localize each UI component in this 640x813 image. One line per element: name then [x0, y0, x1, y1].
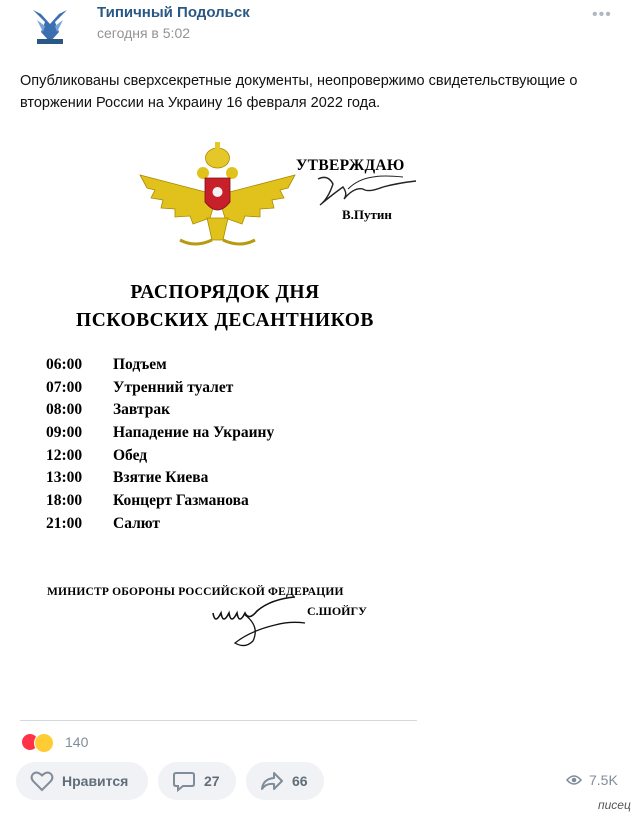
reactions-count: 140: [65, 734, 89, 750]
schedule-time: 13:00: [46, 469, 83, 487]
share-button[interactable]: [246, 762, 324, 800]
group-name-link[interactable]: Типичный Подольск: [97, 4, 250, 21]
schedule-time: 07:00: [46, 378, 83, 396]
schedule-time: 08:00: [46, 401, 83, 419]
comment-icon: [172, 770, 196, 792]
group-avatar[interactable]: [31, 6, 69, 46]
document-title-line-1: РАСПОРЯДОК ДНЯ: [130, 282, 320, 303]
laughing-emoji-icon: [34, 733, 54, 753]
minister-name: С.ШОЙГУ: [307, 604, 367, 618]
schedule-activity: Обед: [113, 446, 148, 464]
document-title-line-2: ПСКОВСКИХ ДЕСАНТНИКОВ: [76, 310, 374, 331]
schedule-time: 12:00: [46, 446, 83, 464]
shares-count: 66: [292, 773, 308, 789]
schedule-activity: Салют: [113, 514, 161, 532]
schedule-activity: Нападение на Украину: [113, 424, 275, 442]
double-headed-eagle-emblem-icon: [135, 140, 300, 255]
schedule-list: [46, 354, 274, 536]
putin-signature-icon: [288, 169, 418, 211]
eye-icon: [566, 774, 582, 786]
schedule-row: [46, 422, 274, 445]
more-options-icon[interactable]: •••: [592, 6, 612, 23]
schedule-activity: Взятие Киева: [113, 469, 209, 487]
schedule-activity: Завтрак: [113, 401, 171, 419]
schedule-time: 21:00: [46, 514, 83, 532]
reactions-divider: [20, 720, 417, 721]
comment-button[interactable]: [158, 762, 236, 800]
document-title: [60, 279, 390, 335]
schedule-activity: Концерт Газманова: [113, 492, 249, 510]
schedule-row: [46, 399, 274, 422]
approver-name: В.Путин: [342, 207, 392, 222]
comments-count: 27: [204, 773, 220, 789]
post-timestamp[interactable]: сегодня в 5:02: [97, 25, 191, 41]
approve-stamp-label: УТВЕРЖДАЮ: [296, 157, 405, 174]
share-arrow-icon: [260, 770, 284, 792]
schedule-activity: Подъем: [113, 356, 167, 373]
heart-outline-icon: [30, 770, 54, 792]
schedule-row: [46, 377, 274, 400]
like-label: Нравится: [62, 773, 129, 789]
post-text: Опубликованы сверхсекретные документы, неопровержимо свидетельствующие о вторжении России на Украину 16 февраля 2022 года.: [20, 73, 578, 111]
minister-title: МИНИСТР ОБОРОНЫ РОССИЙСКОЙ ФЕДЕРАЦИИ: [47, 586, 344, 598]
schedule-row: [46, 513, 274, 536]
views-counter: [566, 772, 618, 788]
schedule-row: [46, 445, 274, 468]
schedule-time: 18:00: [46, 492, 83, 510]
post-header: [0, 0, 640, 60]
schedule-activity: Утренний туалет: [113, 378, 234, 396]
views-count: 7.5K: [589, 772, 618, 788]
schedule-row: [46, 354, 274, 377]
schedule-row: [46, 490, 274, 513]
watermark: писец: [598, 798, 631, 812]
shoigu-signature-icon: [205, 591, 315, 649]
schedule-row: [46, 467, 274, 490]
schedule-time: 06:00: [46, 356, 83, 373]
like-button[interactable]: [16, 762, 148, 800]
schedule-time: 09:00: [46, 424, 83, 442]
post-image-document[interactable]: [20, 125, 440, 715]
